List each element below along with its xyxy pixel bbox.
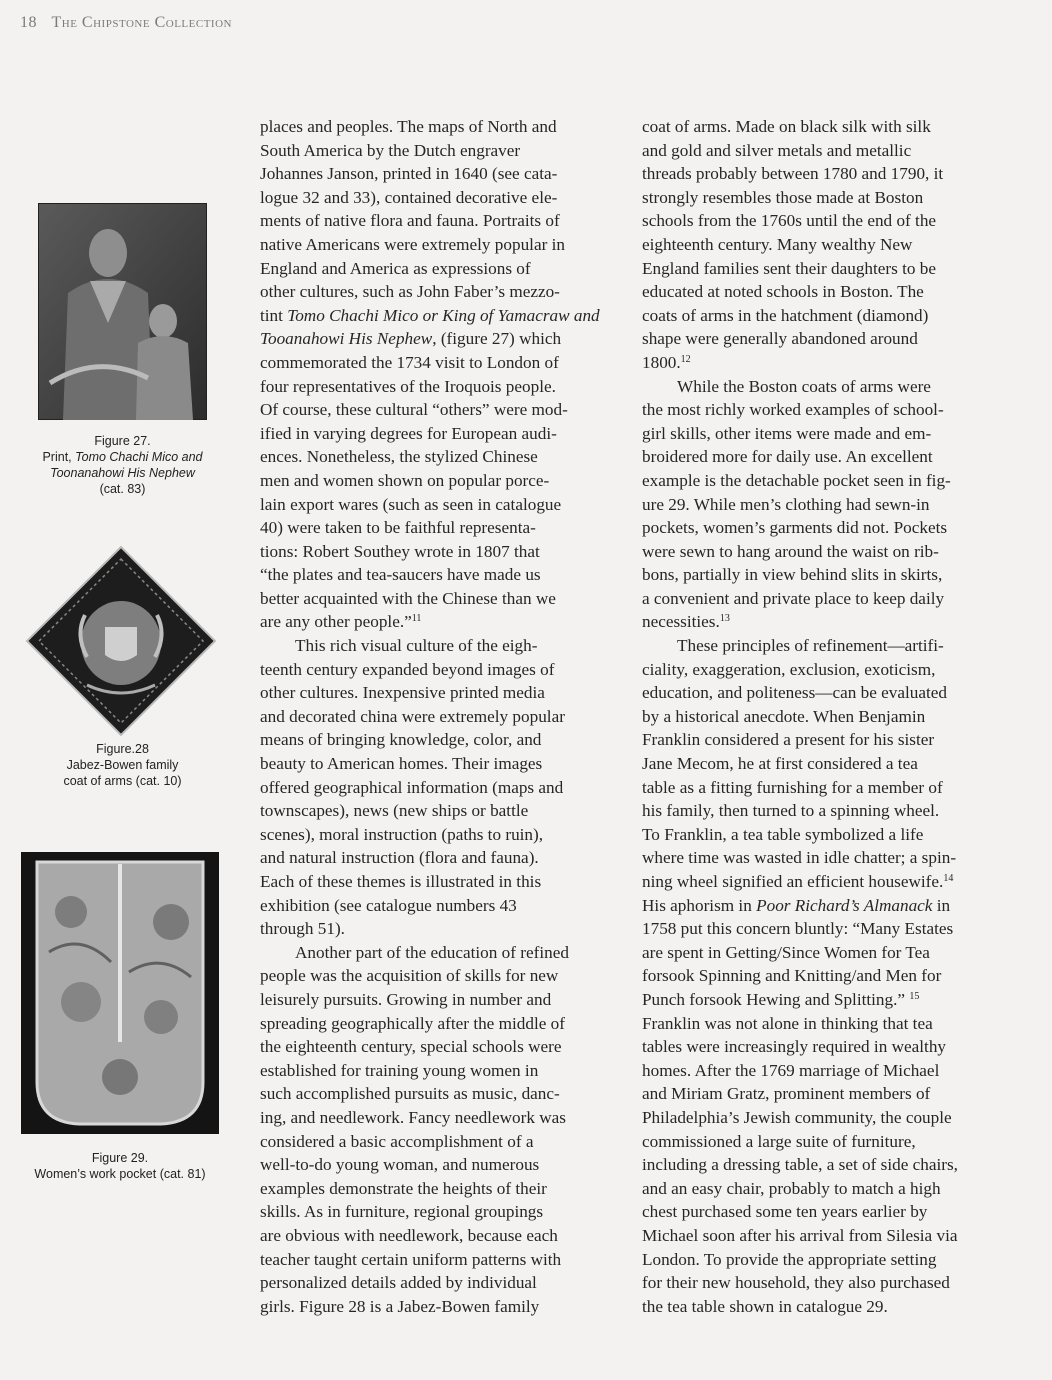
paragraph: places and peoples. The maps of North and South America by the Dutch engraver Johannes Janson, printed in 1640 (see cata- logue 32 and 33), contained decorative ele- ments of native flora and fauna. Portraits of native Americans were extremely popular in England and America as expressions of other cultures, such as John Faber’s mezzo- tint Tomo Chachi Mico or King of Yamacraw and Tooanahowi His Nephew, (figure 27) which commemorated the 1734 visit to London of four representatives of the Iroquois people. Of course, these cultural “others” were mod- ified in varying degrees for European audi- ences. Nonetheless, the stylized Chinese men and women shown on popular porce- lain export wares (such as seen in catalogue 40) were taken to be faithful representa- tions: Robert Southey wrote in 1807 that “the plates and tea-saucers have made us better acquainted with the Chinese than we are any other people.”$^{11}$ — [260, 117, 600, 632]
figure-27-portrait-image — [38, 203, 207, 420]
paragraph: This rich visual culture of the eigh- teenth century expanded beyond images of other cultures. Inexpensive printed media and decorated china were extremely popular means of bringing knowledge, color, and beauty to American homes. Their images offered geographical information (maps and townscapes), news (new ships or battle scenes), moral instruction (paths to ruin), and natural instruction (flora and fauna). Each of these themes is illustrated in this exhibition (see catalogue numbers 43 through 51). — [260, 636, 565, 939]
figure-27-caption-line: Print, Tomo Chachi Mico and — [42, 450, 203, 464]
paragraph: Another part of the education of refined people was the acquisition of skills for new leisurely pursuits. Growing in number and spreading geographically after the middle of the eighteenth century, special schools were established for training young women in such accomplished pursuits as music, danc- ing, and needlework. Fancy needlework was considered a basic accomplishment of a well-to-do young woman, and numerous examples demonstrate the heights of their skills. As in furniture, regional groupings are obvious with needlework, because each teacher taught certain uniform patterns with personalized details added by individual girls. Figure 28 is a Jabez-Bowen family — [260, 942, 569, 1316]
footnote-ref: 15 — [909, 990, 920, 1002]
running-head — [20, 14, 232, 32]
page-number: 18 — [20, 14, 37, 31]
figure-28-caption-line: coat of arms (cat. 10) — [63, 774, 182, 788]
figure-29-pocket-image — [21, 852, 219, 1134]
body-column-1 — [260, 115, 612, 1318]
figure-27-caption-line: Toonanahowi His Nephew — [50, 466, 195, 480]
paragraph: coat of arms. Made on black silk with silk and gold and silver metals and metallic threads probably between 1780 and 1790, it strongly resembles those made at Boston schools from the 1760s until the end of the eighteenth century. Many wealthy New England families sent their daughters to be educated at noted schools in Boston. The coats of arms in the hatchment (diamond) shape were generally abandoned around 1800.12 — [642, 117, 944, 372]
body-column-2 — [642, 115, 997, 1318]
figure-28-caption-line: Jabez-Bowen family — [66, 758, 179, 772]
figure-27-cat: (cat. 83) — [99, 482, 146, 496]
figure-29-caption — [20, 1150, 220, 1182]
figure-29-label: Figure 29. — [91, 1151, 149, 1165]
footnote-ref: 13 — [719, 613, 730, 625]
footnote-ref: 11 — [411, 613, 422, 625]
paragraph: These principles of refinement—artifi- ciality, exaggeration, exclusion, exoticism, education, and politeness—can be evaluated by a historical anecdote. When Benjamin Franklin considered a present for his sister Jane Mecom, he at first considered a tea table as a fitting furnishing for a member of his family, then turned to a spinning wheel. To Franklin, a tea table symbolized a life where time was wasted in idle chatter; a spin- ning wheel signified an efficient housewife.$^{14}$ His aphorism in Poor Richard’s Almanack in 1758 put this concern bluntly: “Many Estates are spent in Getting/Since Women for Tea forsook Spinning and Knitting/and Men for Punch forsook Hewing and Splitting.” $^{15}$ Franklin was not alone in thinking that tea tables were increasingly required in wealthy homes. After the 1769 marriage of Michael and Miriam Gratz, prominent members of Philadelphia’s Jewish community, the couple commissioned a large suite of furniture, including a dressing table, a set of side chairs, and an easy chair, probably to match a high chest purchased some ten years earlier by Michael soon after his arrival from Silesia via London. To provide the appropriate setting for their new household, they also purchased the tea table shown in catalogue 29. — [642, 636, 958, 1316]
footnote-ref: 14 — [943, 873, 954, 884]
figure-28-hatchment-image — [25, 545, 217, 737]
figure-28-caption — [25, 741, 220, 789]
figure-27-caption — [25, 433, 220, 497]
paragraph: While the Boston coats of arms were the most richly worked examples of school- girl skills, other items were made and em- broidered more for daily use. An excellent example is the detachable pocket seen in fig- ure 29. While men’s clothing had sewn-in pockets, women’s garments did not. Pockets were sewn to hang around the waist on rib- bons, partially in view behind slits in skirts, a convenient and private place to keep daily necessities.$^{13}$ — [642, 376, 951, 632]
running-head-title: The Chipstone Collection — [51, 14, 232, 31]
figure-27-label: Figure 27. — [94, 434, 151, 448]
figure-28-label: Figure.28 — [96, 742, 149, 756]
footnote-ref: 12 — [680, 353, 691, 365]
figure-29-caption-line: Women’s work pocket (cat. 81) — [34, 1167, 206, 1181]
